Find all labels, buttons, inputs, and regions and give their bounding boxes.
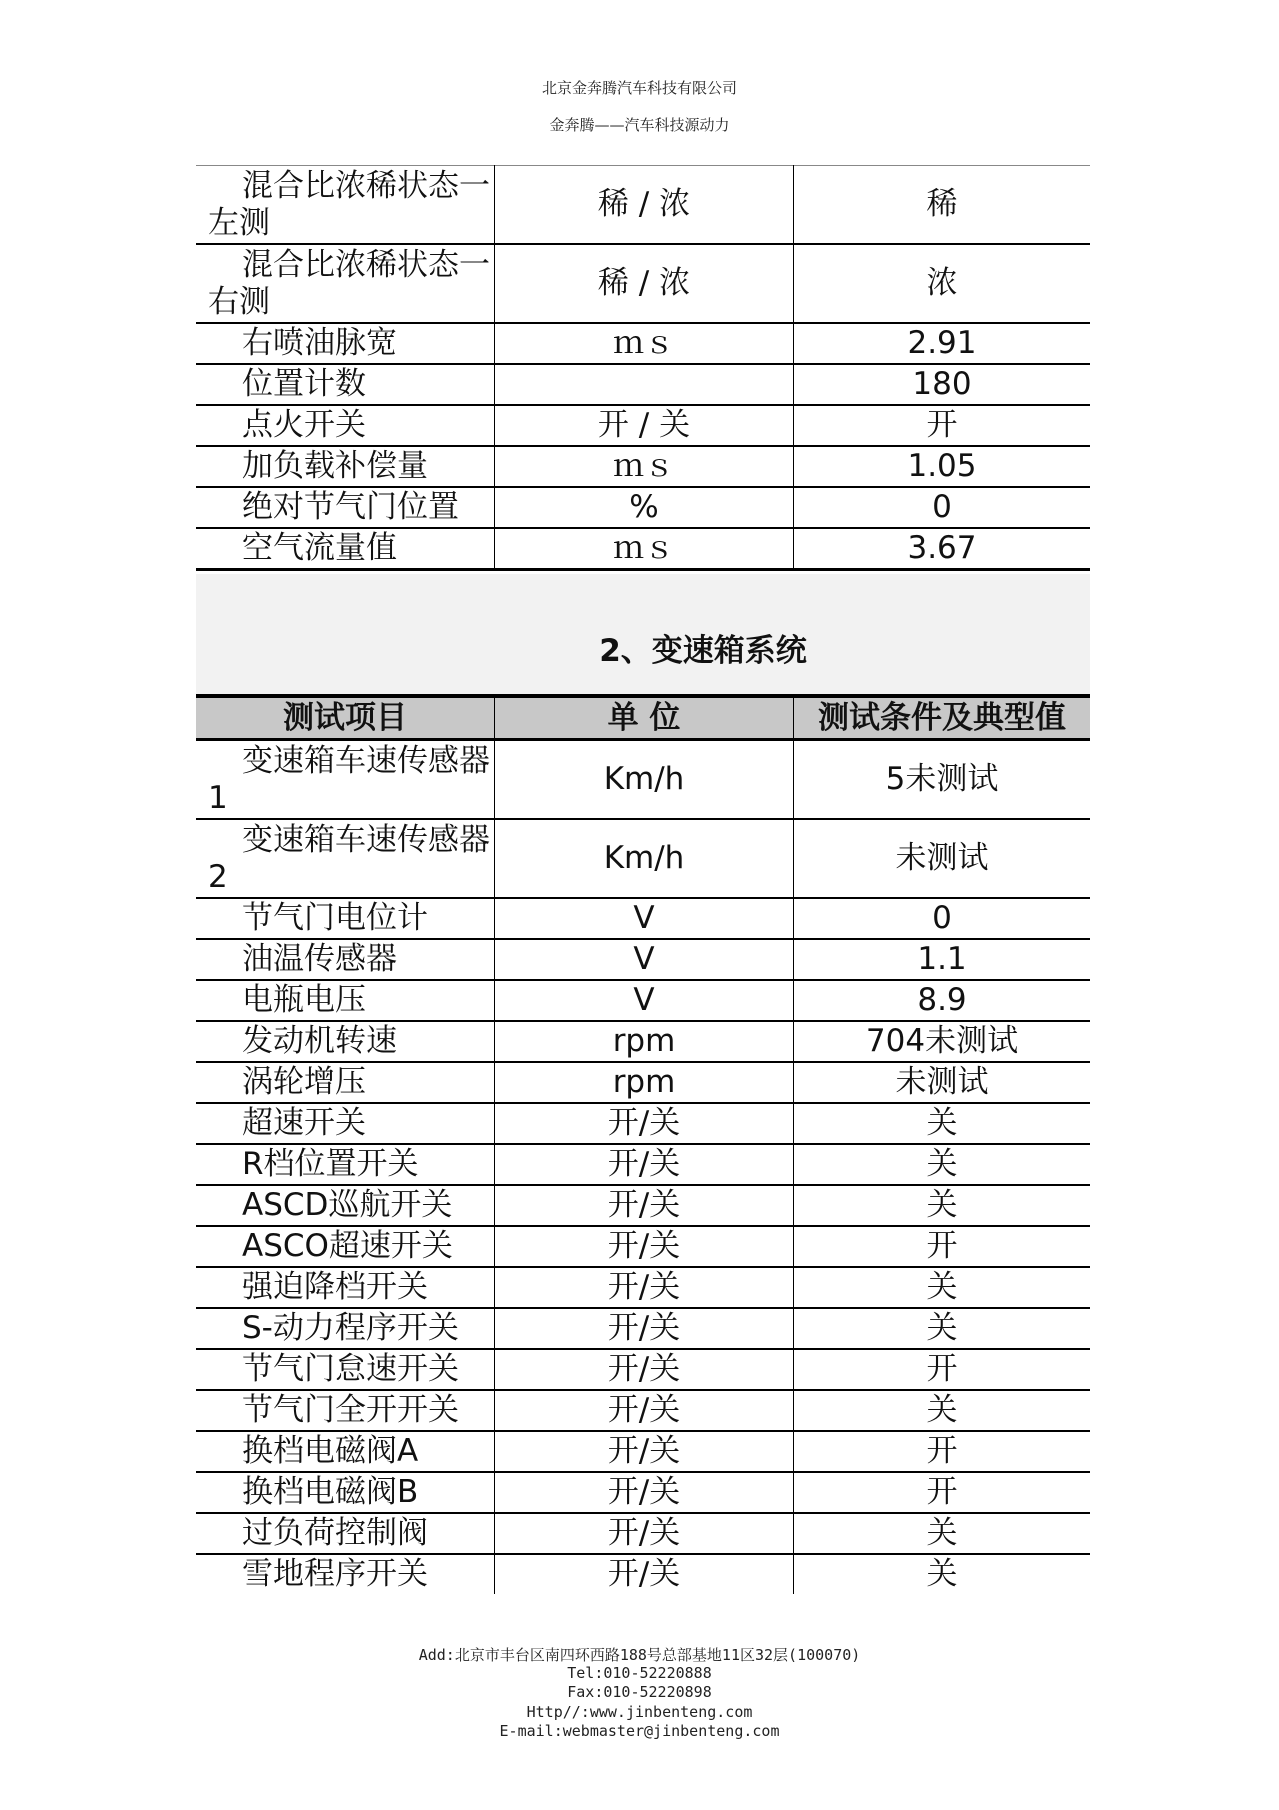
value-cell: 未测试 — [794, 1062, 1091, 1103]
value-cell: 开 — [794, 1472, 1091, 1513]
item-cell: 节气门怠速开关 — [196, 1349, 495, 1390]
table-row — [196, 528, 1090, 570]
value-cell: 5未测试 — [794, 740, 1091, 820]
value-cell: 关 — [794, 1390, 1091, 1431]
item-cell: 节气门电位计 — [196, 898, 495, 939]
unit-cell: rpm — [495, 1021, 794, 1062]
item-cell: S-动力程序开关 — [196, 1308, 495, 1349]
table-row — [196, 1554, 1090, 1594]
unit-cell: 开/关 — [495, 1308, 794, 1349]
table-row — [196, 939, 1090, 980]
section-title: 2、变速箱系统 — [599, 633, 807, 669]
table-row — [196, 1308, 1090, 1349]
value-cell: 关 — [794, 1513, 1091, 1554]
value-cell: 开 — [794, 405, 1091, 446]
item-cell: 强迫降档开关 — [196, 1267, 495, 1308]
table-row — [196, 898, 1090, 939]
item-cell: 超速开关 — [196, 1103, 495, 1144]
value-cell: 开 — [794, 1226, 1091, 1267]
value-cell: 1.1 — [794, 939, 1091, 980]
header-company: 北京金奔腾汽车科技有限公司 — [541, 79, 737, 97]
unit-cell: 开/关 — [495, 1185, 794, 1226]
item-cell: 位置计数 — [196, 364, 495, 405]
value-cell: 0 — [794, 898, 1091, 939]
item-cell: 右喷油脉宽 — [196, 323, 495, 364]
table-row — [196, 405, 1090, 446]
value-cell: 704未测试 — [794, 1021, 1091, 1062]
footer-fax: Fax:010-52220898 — [567, 1683, 712, 1701]
item-cell: 换档电磁阀B — [196, 1472, 495, 1513]
table-row — [196, 1267, 1090, 1308]
unit-cell: 开/关 — [495, 1103, 794, 1144]
unit-cell: 稀 / 浓 — [495, 244, 794, 323]
value-cell: 2.91 — [794, 323, 1091, 364]
unit-cell: rpm — [495, 1062, 794, 1103]
value-cell: 关 — [794, 1185, 1091, 1226]
table-row — [196, 323, 1090, 364]
unit-cell: 开/关 — [495, 1390, 794, 1431]
footer-tel: Tel:010-52220888 — [567, 1664, 712, 1682]
footer-address: Add:北京市丰台区南四环西路188号总部基地11区32层(100070) — [418, 1646, 861, 1664]
item-cell: R档位置开关 — [196, 1144, 495, 1185]
table-row — [196, 1390, 1090, 1431]
table-header-row — [196, 696, 1090, 740]
value-cell: 180 — [794, 364, 1091, 405]
unit-cell: Km/h — [495, 819, 794, 898]
transmission-table-viewport — [196, 694, 1090, 1594]
value-cell: 浓 — [794, 244, 1091, 323]
unit-cell: 开/关 — [495, 1226, 794, 1267]
transmission-data-table — [196, 694, 1090, 1594]
table-row — [196, 1349, 1090, 1390]
item-cell: 绝对节气门位置 — [196, 487, 495, 528]
item-cell: 雪地程序开关 — [196, 1554, 495, 1594]
item-cell: 空气流量值 — [196, 528, 495, 570]
value-cell: 稀 — [794, 166, 1091, 245]
footer-website-link[interactable]: Http//:www.jinbenteng.com — [526, 1703, 753, 1721]
value-cell: 0 — [794, 487, 1091, 528]
unit-cell: 开/关 — [495, 1554, 794, 1594]
table-row — [196, 446, 1090, 487]
table-row — [196, 364, 1090, 405]
value-cell: 关 — [794, 1144, 1091, 1185]
value-cell: 未测试 — [794, 819, 1091, 898]
item-cell: 电瓶电压 — [196, 980, 495, 1021]
unit-cell: ｍｓ — [495, 446, 794, 487]
header-value: 测试条件及典型值 — [794, 696, 1091, 740]
unit-cell: 稀 / 浓 — [495, 166, 794, 245]
item-cell: 变速箱车速传感器 2 — [196, 819, 495, 898]
table-row — [196, 740, 1090, 820]
unit-cell: V — [495, 980, 794, 1021]
unit-cell: ｍｓ — [495, 323, 794, 364]
item-cell: ASCO超速开关 — [196, 1226, 495, 1267]
item-cell: 混合比浓稀状态一 左测 — [196, 166, 495, 245]
engine-data-table — [196, 165, 1090, 571]
unit-cell: 开/关 — [495, 1513, 794, 1554]
item-cell: ASCD巡航开关 — [196, 1185, 495, 1226]
item-cell: 变速箱车速传感器 1 — [196, 740, 495, 820]
unit-cell: ｍｓ — [495, 528, 794, 570]
value-cell: 关 — [794, 1554, 1091, 1594]
unit-cell: % — [495, 487, 794, 528]
unit-cell: 开 / 关 — [495, 405, 794, 446]
header-item: 测试项目 — [196, 696, 495, 740]
unit-cell — [495, 364, 794, 405]
table-row — [196, 244, 1090, 323]
unit-cell: 开/关 — [495, 1349, 794, 1390]
value-cell: 关 — [794, 1103, 1091, 1144]
unit-cell: V — [495, 898, 794, 939]
value-cell: 开 — [794, 1349, 1091, 1390]
header-unit: 单 位 — [495, 696, 794, 740]
table-row — [196, 1185, 1090, 1226]
value-cell: 8.9 — [794, 980, 1091, 1021]
table-row — [196, 819, 1090, 898]
unit-cell: 开/关 — [495, 1267, 794, 1308]
footer-email-link[interactable]: E-mail:webmaster@jinbenteng.com — [499, 1722, 780, 1740]
header-slogan: 金奔腾——汽车科技源动力 — [549, 116, 730, 134]
value-cell: 开 — [794, 1431, 1091, 1472]
unit-cell: V — [495, 939, 794, 980]
unit-cell: 开/关 — [495, 1431, 794, 1472]
table-row — [196, 1021, 1090, 1062]
table-row — [196, 1472, 1090, 1513]
unit-cell: Km/h — [495, 740, 794, 820]
unit-cell: 开/关 — [495, 1144, 794, 1185]
table-row — [196, 1062, 1090, 1103]
item-cell: 涡轮增压 — [196, 1062, 495, 1103]
table-row — [196, 1513, 1090, 1554]
item-cell: 换档电磁阀A — [196, 1431, 495, 1472]
item-cell: 加负载补偿量 — [196, 446, 495, 487]
item-cell: 点火开关 — [196, 405, 495, 446]
item-cell: 节气门全开开关 — [196, 1390, 495, 1431]
item-cell: 油温传感器 — [196, 939, 495, 980]
item-cell: 过负荷控制阀 — [196, 1513, 495, 1554]
item-cell: 发动机转速 — [196, 1021, 495, 1062]
value-cell: 关 — [794, 1267, 1091, 1308]
table-row — [196, 1144, 1090, 1185]
value-cell: 关 — [794, 1308, 1091, 1349]
table-row — [196, 487, 1090, 528]
item-cell: 混合比浓稀状态一 右测 — [196, 244, 495, 323]
table-row — [196, 1431, 1090, 1472]
value-cell: 3.67 — [794, 528, 1091, 570]
table-row — [196, 166, 1090, 245]
unit-cell: 开/关 — [495, 1472, 794, 1513]
value-cell: 1.05 — [794, 446, 1091, 487]
table-row — [196, 1226, 1090, 1267]
table-row — [196, 980, 1090, 1021]
table-row — [196, 1103, 1090, 1144]
